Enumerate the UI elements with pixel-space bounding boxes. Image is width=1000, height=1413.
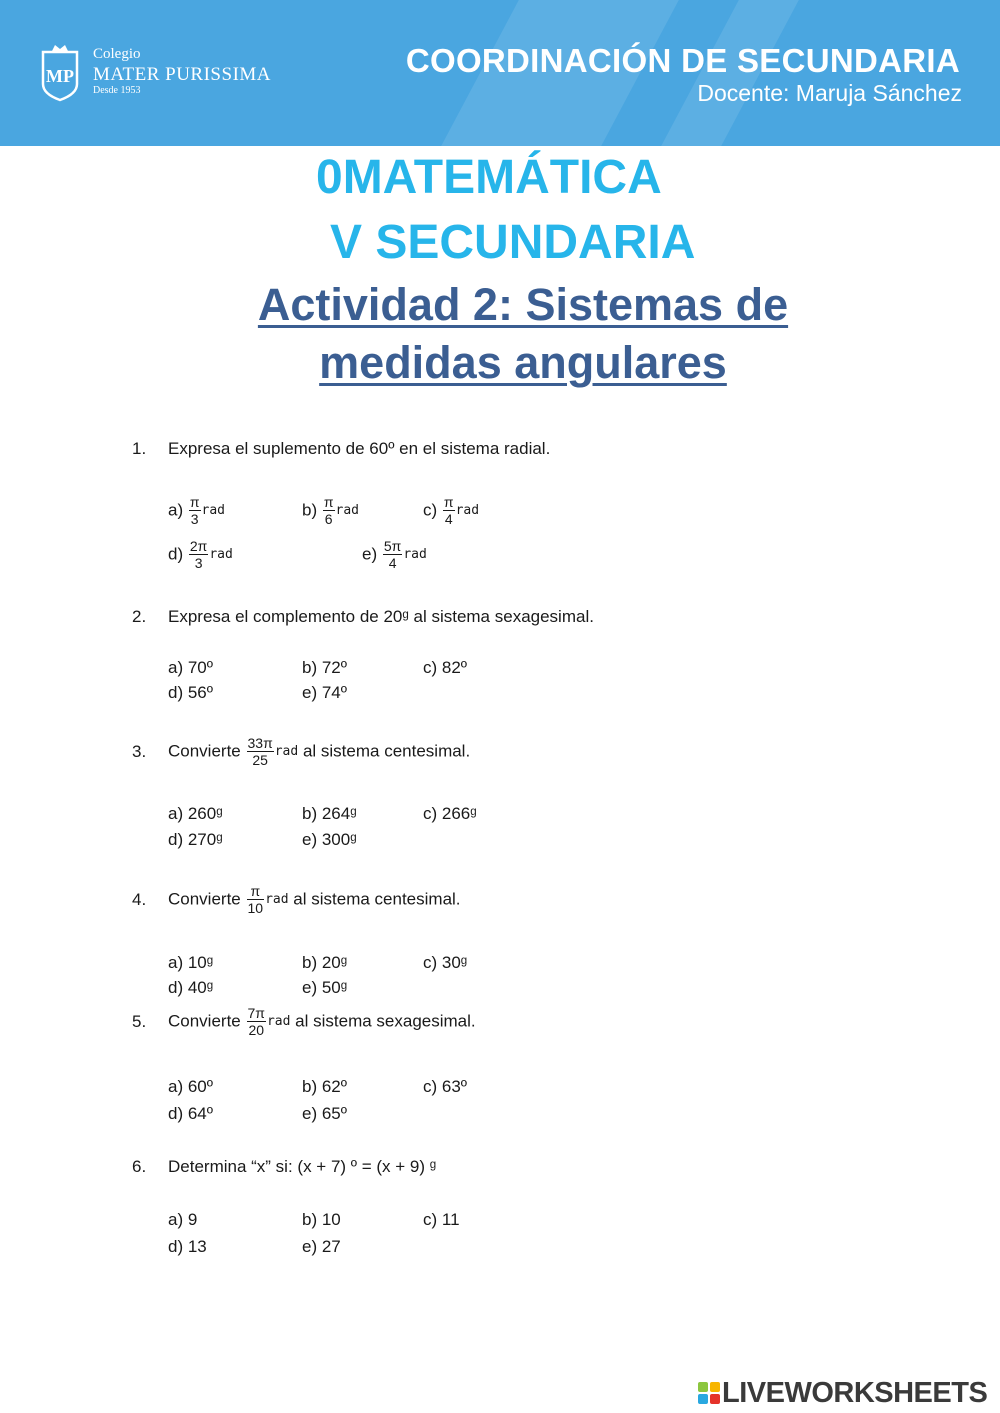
q4-option-d[interactable]: d) 40ᵍ (168, 978, 214, 997)
question-number: 2. (132, 607, 147, 626)
q2-option-d[interactable]: d) 56º (168, 683, 213, 702)
q6-option-b[interactable]: b) 10 (302, 1210, 341, 1229)
question-6-text: Determina “x” si: (x + 7) º = (x + 9) ᵍ (168, 1157, 437, 1176)
q4-option-b[interactable]: b) 20ᵍ (302, 953, 348, 972)
q4-option-c[interactable]: c) 30ᵍ (423, 953, 468, 972)
q5-option-a[interactable]: a) 60º (168, 1077, 213, 1096)
header-title: COORDINACIÓN DE SECUNDARIA (405, 42, 960, 79)
school-shield-icon (40, 42, 80, 102)
q6-option-d[interactable]: d) 13 (168, 1237, 207, 1256)
q3-option-b[interactable]: b) 264ᵍ (302, 804, 357, 823)
question-number: 3. (132, 742, 147, 761)
q2-option-b[interactable]: b) 72º (302, 658, 347, 677)
question-5-text: Convierte $\frac{7\pi}{20}$ rad al sistema sexagesimal. (168, 1005, 476, 1038)
logo-monogram: MP (46, 66, 74, 86)
grade-title: V SECUNDARIA (330, 216, 696, 269)
logo-school-name: MATER PURISSIMA (93, 64, 272, 85)
header-teacher: Docente: Maruja Sánchez (697, 80, 962, 106)
question-4-text: Convierte $\frac{\pi}{10}$ rad al sistema centesimal. (168, 883, 461, 916)
q3-option-d[interactable]: d) 270ᵍ (168, 830, 223, 849)
q6-option-a[interactable]: a) 9 (168, 1210, 198, 1229)
q2-option-e[interactable]: e) 74º (302, 683, 347, 702)
logo-since-text: Desde 1953 (93, 85, 141, 96)
q2-option-a[interactable]: a) 70º (168, 658, 213, 677)
liveworksheets-logo-icon (698, 1382, 720, 1404)
activity-title-line2: medidas angulares (319, 337, 727, 388)
q1-option-e[interactable]: e) $\frac{5\pi}{4}$ rad (362, 538, 427, 571)
q3-option-e[interactable]: e) 300ᵍ (302, 830, 357, 849)
q4-option-e[interactable]: e) 50ᵍ (302, 978, 348, 997)
logo-colegio-text: Colegio (93, 46, 141, 62)
liveworksheets-brand[interactable]: LIVEWORKSHEETS (722, 1377, 988, 1409)
question-2-text: Expresa el complemento de 20ᵍ al sistema sexagesimal. (168, 607, 594, 626)
question-number: 4. (132, 890, 147, 909)
q1-option-d[interactable]: d) $\frac{2\pi}{3}$ rad (168, 538, 233, 571)
q3-option-a[interactable]: a) 260ᵍ (168, 804, 223, 823)
question-number: 5. (132, 1012, 147, 1031)
q6-option-c[interactable]: c) 11 (423, 1210, 460, 1229)
activity-title-line1: Actividad 2: Sistemas de (257, 279, 789, 330)
q1-option-c[interactable]: c) $\frac{\pi}{4}$ rad (423, 494, 480, 527)
q2-option-c[interactable]: c) 82º (423, 658, 468, 677)
subject-title: 0MATEMÁTICA (316, 151, 662, 204)
question-number: 1. (132, 439, 147, 458)
q4-option-a[interactable]: a) 10ᵍ (168, 953, 214, 972)
q6-option-e[interactable]: e) 27 (302, 1237, 341, 1256)
activity-title (0, 276, 1000, 392)
q1-option-a[interactable]: a) $\frac{\pi}{3}$ rad (168, 494, 226, 527)
question-number: 6. (132, 1157, 147, 1176)
question-3-text: Convierte $\frac{33\pi}{25}$ rad al sistema centesimal. (168, 735, 471, 768)
q5-option-c[interactable]: c) 63º (423, 1077, 468, 1096)
q5-option-d[interactable]: d) 64º (168, 1104, 213, 1123)
q3-option-c[interactable]: c) 266ᵍ (423, 804, 477, 823)
q5-option-e[interactable]: e) 65º (302, 1104, 347, 1123)
question-1-text: Expresa el suplemento de 60º en el sistema radial. (168, 439, 551, 458)
q5-option-b[interactable]: b) 62º (302, 1077, 347, 1096)
header-banner (0, 0, 1000, 146)
q1-option-b[interactable]: b) $\frac{\pi}{6}$ rad (302, 494, 360, 527)
